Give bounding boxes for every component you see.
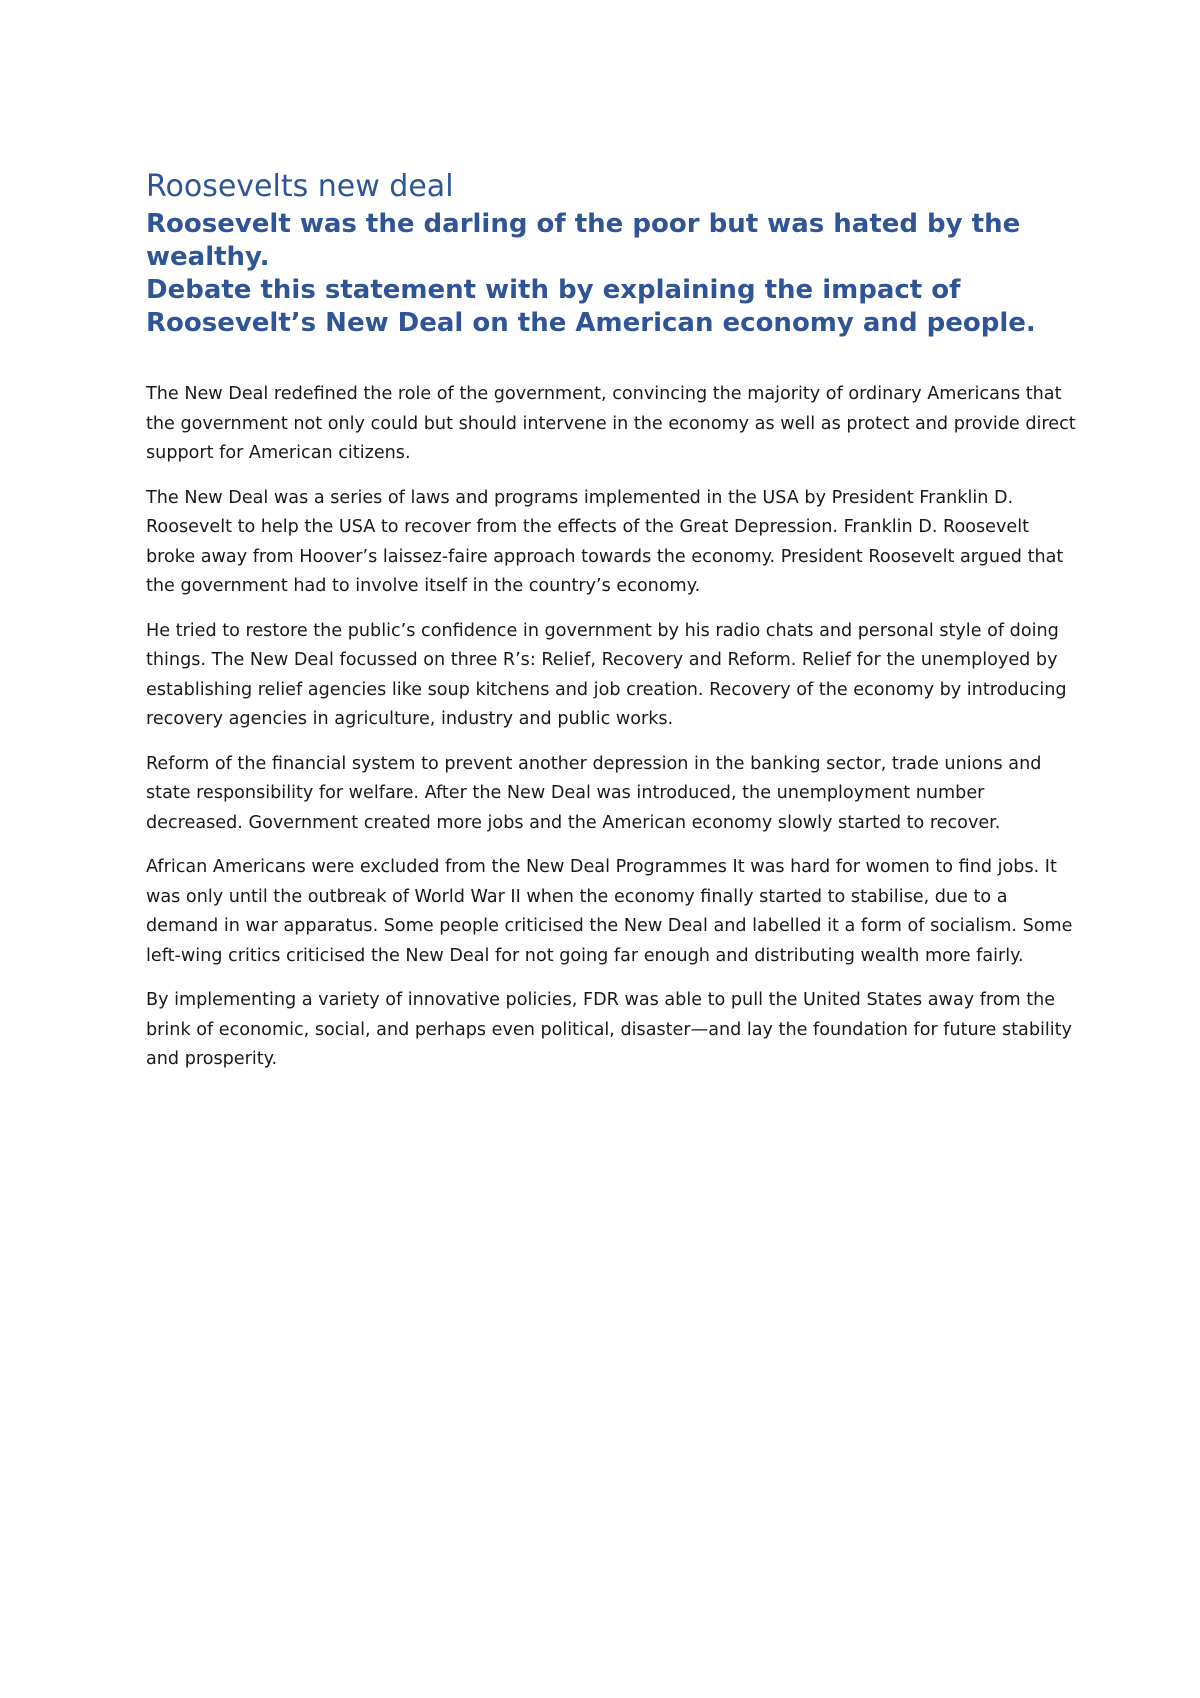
essay-question-line-2: Debate this statement with by explaining the impact of Roosevelt’s New Deal on the American economy and people.: [146, 275, 1036, 338]
essay-question-line-1: Roosevelt was the darling of the poor but was hated by the wealthy.: [146, 209, 1021, 272]
body-paragraph-5: African Americans were excluded from the New Deal Programmes It was hard for women to find jobs. It was only until the outbreak of World War II when the economy finally started to stabilise, due to a demand in war apparatus. Some people criticised the New Deal and labelled it a form of socialism. Some left-wing critics criticised the New Deal for not going far enough and distributing wealth more fairly.: [146, 857, 1073, 966]
body-paragraph-3: He tried to restore the public’s confidence in government by his radio chats and personal style of doing things. The New Deal focussed on three R’s: Relief, Recovery and Reform. Relief for the unemployed by establishing relief agencies like soup kitchens and job creation. Recovery of the economy by introducing recovery agencies in agriculture, industry and public works.: [146, 620, 1067, 729]
document-content: [146, 168, 1076, 1090]
body-paragraph-1: The New Deal redefined the role of the government, convincing the majority of ordinary Americans that the government not only could but should intervene in the economy as well as protect and provide direct support for American citizens.: [146, 384, 1076, 463]
body-paragraph-2: The New Deal was a series of laws and programs implemented in the USA by President Franklin D. Roosevelt to help the USA to recover from the effects of the Great Depression. Franklin D. Roosevelt broke away from Hoover’s laissez-faire approach towards the economy. President Roosevelt argued that the government had to involve itself in the country’s economy.: [146, 487, 1064, 596]
document-title: Roosevelts new deal: [146, 169, 454, 204]
body-paragraph-6: By implementing a variety of innovative policies, FDR was able to pull the United States away from the brink of economic, social, and perhaps even political, disaster—and lay the foundation for future stability and prosperity.: [146, 990, 1072, 1069]
body-paragraph-4: Reform of the financial system to prevent another depression in the banking sector, trade unions and state responsibility for welfare. After the New Deal was introduced, the unemployment number decreased. Government created more jobs and the American economy slowly started to recover.: [146, 753, 1042, 833]
document-headings: [146, 168, 1076, 340]
